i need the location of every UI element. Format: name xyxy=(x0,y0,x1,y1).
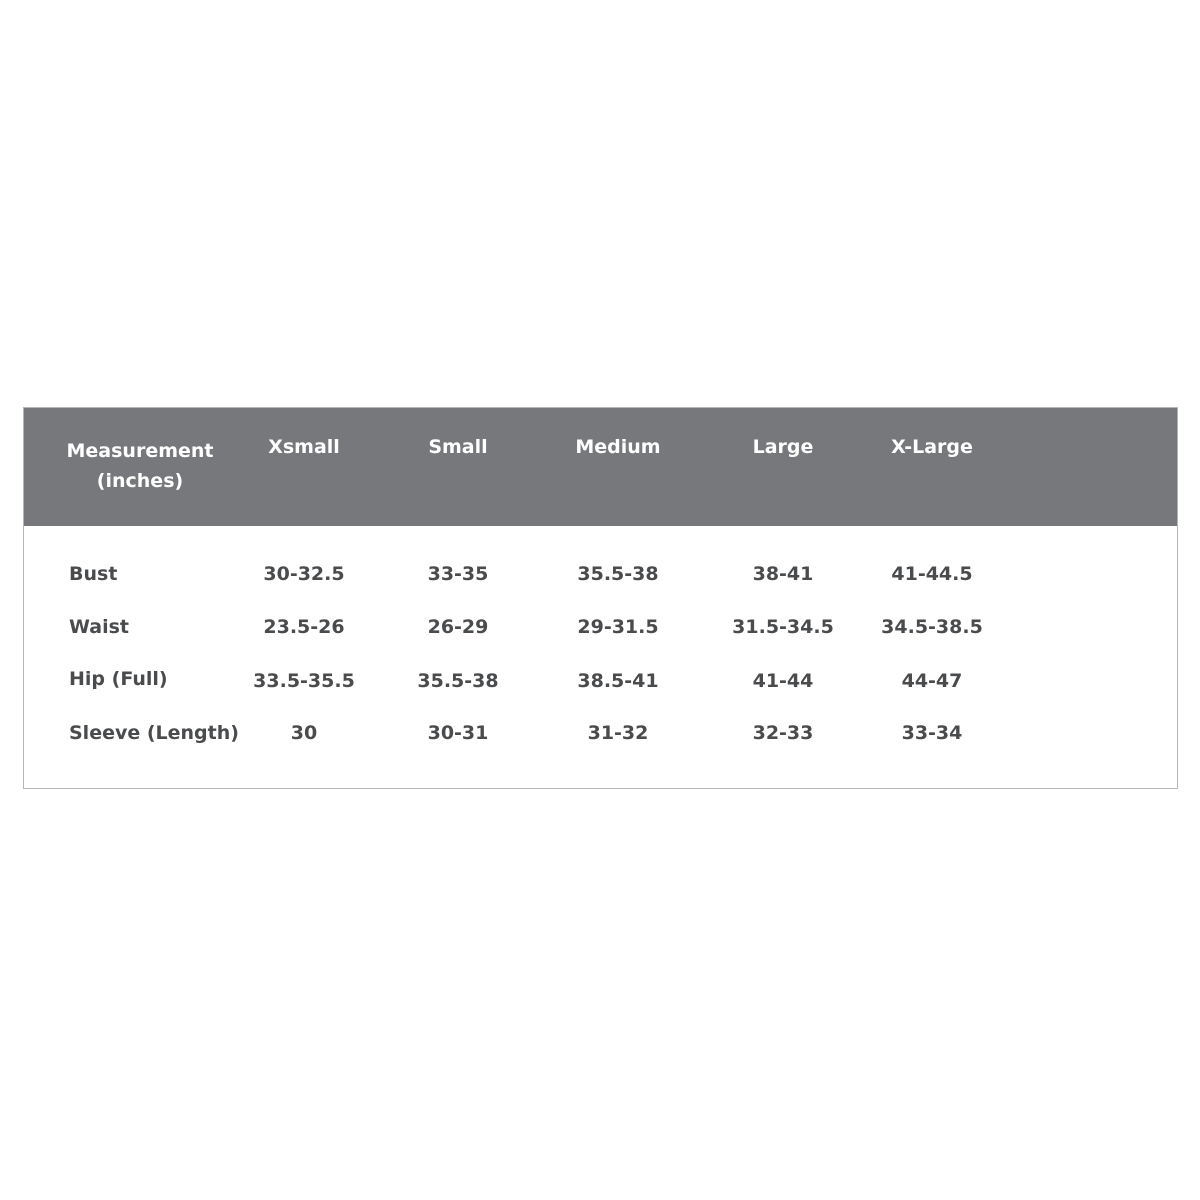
header-size-medium: Medium xyxy=(575,436,661,458)
cell-bust-small: 33-35 xyxy=(427,563,489,585)
cell-hip-medium: 38.5-41 xyxy=(577,670,659,692)
header-size-xsmall: Xsmall xyxy=(268,436,340,458)
row-label-sleeve: Sleeve (Length) xyxy=(69,722,239,744)
row-label-bust: Bust xyxy=(69,563,118,585)
header-size-xlarge: X-Large xyxy=(891,436,973,458)
cell-sleeve-xlarge: 33-34 xyxy=(901,722,963,744)
header-size-large: Large xyxy=(752,436,814,458)
cell-hip-xsmall: 33.5-35.5 xyxy=(253,670,355,692)
header-measurement xyxy=(54,436,226,496)
header-measurement-line1: Measurement xyxy=(66,440,214,462)
cell-bust-large: 38-41 xyxy=(752,563,814,585)
cell-sleeve-medium: 31-32 xyxy=(587,722,649,744)
cell-hip-small: 35.5-38 xyxy=(417,670,499,692)
header-measurement-line2: (inches) xyxy=(96,470,184,492)
row-label-hip: Hip (Full) xyxy=(69,668,168,690)
cell-waist-xlarge: 34.5-38.5 xyxy=(881,616,983,638)
cell-waist-medium: 29-31.5 xyxy=(577,616,659,638)
size-chart-table xyxy=(23,407,1178,789)
cell-sleeve-large: 32-33 xyxy=(752,722,814,744)
cell-waist-xsmall: 23.5-26 xyxy=(263,616,345,638)
table-header xyxy=(24,408,1177,526)
cell-bust-xlarge: 41-44.5 xyxy=(891,563,973,585)
cell-hip-large: 41-44 xyxy=(752,670,814,692)
cell-bust-xsmall: 30-32.5 xyxy=(263,563,345,585)
cell-sleeve-xsmall: 30 xyxy=(290,722,318,744)
cell-waist-large: 31.5-34.5 xyxy=(732,616,834,638)
cell-hip-xlarge: 44-47 xyxy=(901,670,963,692)
row-label-waist: Waist xyxy=(69,616,130,638)
cell-bust-medium: 35.5-38 xyxy=(577,563,659,585)
cell-sleeve-small: 30-31 xyxy=(427,722,489,744)
cell-waist-small: 26-29 xyxy=(427,616,489,638)
header-size-small: Small xyxy=(428,436,488,458)
